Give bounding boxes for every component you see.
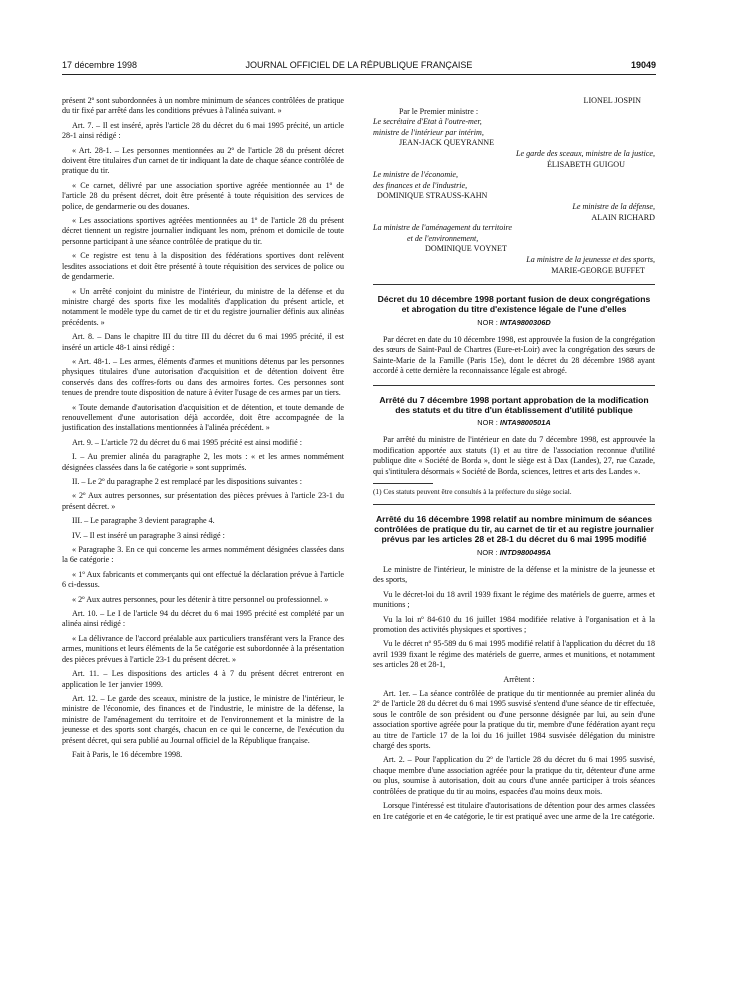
paragraph: « Les associations sportives agréées mentionnées au 1º de l'article 28 du présent décret tiennent un registre journalier indiquant les nom, prénom et domicile de toute personne participant à une séance contrôlée de pratique du tir. (62, 216, 344, 246)
header-date: 17 décembre 1998 (62, 60, 138, 70)
article-11: Art. 11. – Les dispositions des articles 4 à 7 du présent décret entreront en application le 1er janvier 1999. (62, 669, 344, 689)
signature-name: ALAIN RICHARD (591, 212, 655, 222)
signature-line: Par le Premier ministre : (399, 106, 479, 116)
nor-line (373, 548, 655, 558)
signature-title: des finances et de l'industrie, (373, 180, 468, 190)
signature-title: ministre de l'intérieur par intérim, (373, 127, 484, 137)
paragraph: « 2º Aux autres personnes, pour les détenir à titre personnel ou professionnel. » (72, 594, 329, 604)
right-column (373, 96, 655, 826)
signature-title: Le ministre de la défense, (572, 201, 655, 211)
nor-code: INTD9800495A (499, 547, 551, 557)
article-10: Art. 10. – Le I de l'article 94 du décret du 6 mai 1995 précité est complété par un alinéa ainsi rédigé : (62, 609, 344, 629)
signature-title: et de l'environnement, (407, 233, 479, 243)
arrete-title: Arrêté du 16 décembre 1998 relatif au nombre minimum de séances contrôlées de pratique du tir, au carnet de tir et au registre journalier prévus par les articles 28 et 28-1 du décret du 6 mai 1995 modifié (374, 513, 654, 545)
arrete-title: Arrêté du 7 décembre 1998 portant approbation de la modification des statuts et du titre d'un établissement d'utilité publique (379, 394, 649, 415)
paragraph: « Ce carnet, délivré par une association sportive agréée mentionnée au 1º de l'article 28 du présent décret, doit être présenté à toute réquisition des services de police, de gendarmerie ou des douanes. (62, 180, 344, 211)
paragraph: Le ministre de l'intérieur, le ministre de la défense et la ministre de la jeunesse et des sports, (373, 564, 655, 585)
signature-name: JEAN-JACK QUEYRANNE (399, 138, 495, 148)
paragraph: II. – Le 2º du paragraphe 2 est remplacé par les dispositions suivantes : (72, 477, 302, 486)
paragraph: présent 2º sont subordonnées à un nombre minimum de séances contrôlées de pratique du tir fixé par arrêté dans les conditions prévues à l'alinéa suivant. » (62, 96, 344, 116)
paragraph: « 2º Aux autres personnes, sur présentation des pièces prévues à l'article 23-1 du présent décret. » (62, 491, 344, 511)
article-8: Art. 8. – Dans le chapitre III du titre III du décret du 6 mai 1995 précité, il est inséré un article 48-1 ainsi rédigé : (62, 332, 344, 352)
paragraph: Par arrêté du ministre de l'intérieur en date du 7 décembre 1998, est approuvée la modification apportée aux statuts (1) et au titre de l'association reconnue d'utilité publique dite « Société de Borda », dont le siège est à Dax (Landes), 27, rue Cazade, qui s'intitulera désormais « Société de Borda, sciences, lettres et arts des Landes ». (373, 435, 655, 476)
decret-title: Décret du 10 décembre 1998 portant fusion de deux congrégations et abrogation du titre d'existence légale de l'une d'elles (377, 294, 651, 315)
page-header (62, 60, 656, 74)
arretent: Arrêtent : (503, 674, 535, 684)
paragraph: « 1º Aux fabricants et commerçants qui ont effectué la déclaration prévue à l'article 6 ci-dessus. (62, 569, 344, 590)
header-rule (62, 74, 656, 75)
paragraph: « La délivrance de l'accord préalable aux particuliers transférant vers la France des armes, munitions et leurs éléments de la 5e catégorie est subordonnée à la présentation des pièces prévues à l'article 23-1 du présent décret. » (62, 633, 344, 664)
signature-title: La ministre de la jeunesse et des sports, (526, 254, 655, 264)
paragraph: Par décret en date du 10 décembre 1998, est approuvée la fusion de la congrégation des sœurs de Saint-Paul de Chartres (Eure-et-Loir) avec la congrégation des sœurs de Sainte-Marie de la Famille (Paris 15e), dont le décret du 28 décembre 1988 ayant accordé à cette dernière la reconnaissance légale est abrogé. (373, 334, 655, 376)
article-12: Art. 12. – Le garde des sceaux, ministre de la justice, le ministre de l'intérieur, le ministre de l'économie, des finances et de l'industrie, le ministre de la défense, la ministre de l'aménagement du territoire et de l'environnement et la ministre de la jeunesse et des sports sont chargés, chacun en ce qui le concerne, de l'exécution du présent décret, qui sera publié au Journal officiel de la République française. (62, 693, 344, 745)
nor-code: INTA9800501A (499, 417, 551, 427)
paragraph: IV. – Il est inséré un paragraphe 3 ainsi rédigé : (72, 530, 225, 540)
page-number: 19049 (630, 60, 656, 70)
article-1: Art. 1er. – La séance contrôlée de pratique du tir mentionnée au premier alinéa du 2º de l'article 28 du décret du 6 mai 1995 susvisé s'entend d'une séance de tir effectuée, sous le contrôle de son président ou d'une personne désignée par lui, au sein d'une association sportive agréée pour la pratique du tir, membre d'une fédération ayant reçu au titre de l'article 17 de la loi du 16 juillet 1984 susvisée délégation du ministre chargé des sports. (373, 689, 655, 751)
article-2: Art. 2. – Pour l'application du 2º de l'article 28 du décret du 6 mai 1995 susvisé, chaque membre d'une association agréée pour la pratique du tir, détenteur d'une arme ou plus, soumise à autorisation, doit au cours d'une année participer à trois séances contrôlées de pratique du tir au moins, espacées d'au moins deux mois. (373, 755, 655, 796)
header-title: JOURNAL OFFICIEL DE LA RÉPUBLIQUE FRANÇAISE (245, 60, 473, 70)
nor-code: INTA9800306D (499, 317, 551, 327)
paragraph: Vu le décret-loi du 18 avril 1939 fixant le régime des matériels de guerre, armes et munitions ; (373, 589, 655, 610)
article-7: Art. 7. – Il est inséré, après l'article 28 du décret du 6 mai 1995 précité, un article 28-1 ainsi rédigé : (62, 120, 344, 141)
nor-line (373, 418, 655, 428)
paragraph: Vu le décret nº 95-589 du 6 mai 1995 modifié relatif à l'application du décret du 18 avril 1939 fixant le régime des matériels de guerre, armes et munitions, et notamment ses articles 28 et 28-1, (373, 639, 655, 670)
signature-name: MARIE-GEORGE BUFFET (551, 265, 645, 275)
signature-title: Le garde des sceaux, ministre de la justice, (516, 148, 655, 158)
signature-title: Le secrétaire d'Etat à l'outre-mer, (373, 117, 482, 127)
nor-label: NOR : (477, 317, 498, 327)
signature-name: DOMINIQUE STRAUSS-KAHN (377, 191, 488, 201)
signature-name: DOMINIQUE VOYNET (425, 244, 507, 254)
signature-title: Le ministre de l'économie, (373, 170, 459, 180)
section-divider (373, 504, 655, 505)
section-divider (373, 385, 655, 386)
left-column (62, 96, 344, 764)
paragraph: III. – Le paragraphe 3 devient paragraphe 4. (72, 516, 215, 526)
paragraph: « Art. 48-1. – Les armes, éléments d'armes et munitions détenus par les personnes physiques titulaires d'une autorisation d'acquisition et de détention doivent être conservés dans des coffres-forts ou dans des armoires fortes. Ces personnes sont tenues de prendre toute disposition de nature à éviter l'usage de ces armes par un tiers. (62, 356, 344, 398)
paragraph: « Art. 28-1. – Les personnes mentionnées au 2º de l'article 28 du présent décret doivent être titulaires d'un carnet de tir indiquant la date de chaque séance contrôlée de pratique du tir. (62, 145, 344, 176)
signature-name: LIONEL JOSPIN (583, 96, 641, 105)
signature-title: La ministre de l'aménagement du territoire (373, 223, 512, 233)
paragraph: « Un arrêté conjoint du ministre de l'intérieur, du ministre de la défense et du ministre chargé des sports fixe les modalités d'application du présent article, et notamment le modèle type du carnet de tir et du registre journalier définis aux alinéas précédents. » (62, 286, 344, 327)
article-9: Art. 9. – L'article 72 du décret du 6 mai 1995 précité est ainsi modifié : (72, 437, 303, 447)
nor-label: NOR : (477, 417, 498, 427)
paragraph: I. – Au premier alinéa du paragraphe 2, les mots : « et les armes nommément désignées classées dans la 6e catégorie » sont supprimés. (62, 452, 344, 472)
nor-line (373, 318, 655, 328)
paragraph: Vu la loi nº 84-610 du 16 juillet 1984 modifiée relative à l'organisation et à la promotion des activités physiques et sportives ; (373, 614, 655, 635)
paragraph: « Paragraphe 3. En ce qui concerne les armes nommément désignées classées dans la 6e catégorie : (62, 545, 344, 565)
paragraph: « Toute demande d'autorisation d'acquisition et de détention, et toute demande de renouvellement d'une autorisation déjà accordée, doit être accompagnée de la justification des installations mentionnées à l'alinéa précédent. » (62, 402, 344, 433)
paragraph: « Ce registre est tenu à la disposition des fédérations sportives dont relèvent lesdites associations et doit être présenté à toute réquisition des services de police ou de gendarmerie. (62, 251, 344, 282)
signature-name: ÉLISABETH GUIGOU (546, 159, 625, 169)
signatures (373, 96, 655, 276)
footnote: (1) Ces statuts peuvent être consultés à la préfecture du siège social. (373, 486, 572, 496)
section-divider (373, 284, 655, 285)
fait-a-paris: Fait à Paris, le 16 décembre 1998. (72, 749, 183, 759)
nor-label: NOR : (477, 547, 498, 557)
footnote-rule (373, 483, 433, 484)
paragraph: Lorsque l'intéressé est titulaire d'autorisations de détention pour des armes classées en 1re catégorie et en 4e catégorie, le tir est pratiqué avec une arme de la 1re catégorie. (373, 801, 655, 821)
